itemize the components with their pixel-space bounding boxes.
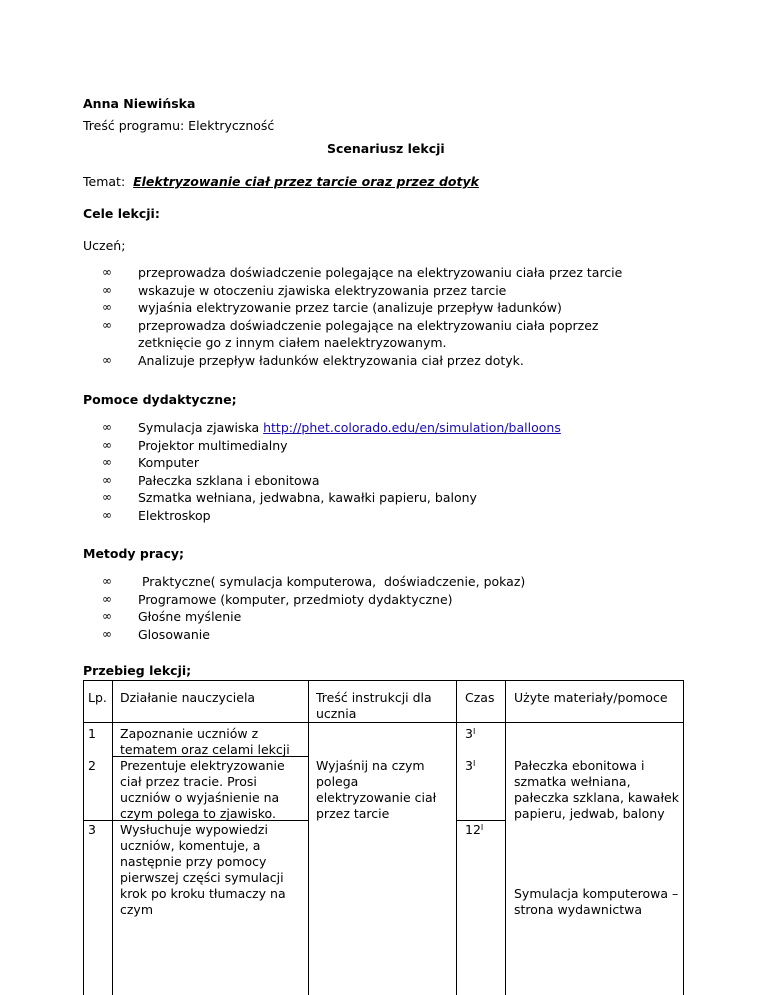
list-item: ∞ Pałeczka szklana i ebonitowa bbox=[102, 472, 682, 490]
list-item: ∞ Szmatka wełniana, jedwabna, kawałki papieru, balony bbox=[102, 489, 682, 507]
list-item: ∞ Głośne myślenie bbox=[102, 608, 682, 626]
goals-heading: Cele lekcji: bbox=[83, 206, 160, 221]
table-divider bbox=[456, 820, 505, 821]
table-divider bbox=[505, 681, 506, 995]
methods-heading: Metody pracy; bbox=[83, 546, 185, 561]
header-time: Czas bbox=[465, 690, 495, 705]
list-item: ∞ Glosowanie bbox=[102, 626, 682, 644]
aids-list bbox=[102, 419, 682, 524]
methods-list bbox=[102, 573, 682, 643]
list-item: ∞ Projektor multimedialny bbox=[102, 437, 682, 455]
table-row-time: $12^I$ bbox=[465, 822, 484, 837]
topic-text: Elektryzowanie ciał przez tarcie oraz przez dotyk bbox=[133, 174, 479, 189]
table-row-instruction: Wyjaśnij na czym polega elektryzowanie ciał przez tarcie bbox=[316, 758, 437, 821]
table-row-teacher: Zapoznanie uczniów z tematem oraz celami lekcji bbox=[120, 726, 290, 757]
document-title: Scenariusz lekcji bbox=[327, 141, 445, 156]
author-name: Anna Niewińska bbox=[83, 96, 196, 111]
topic-line bbox=[83, 173, 479, 190]
program-content: Treść programu: Elektryczność bbox=[83, 118, 275, 133]
table-row-lp: 3 bbox=[88, 822, 96, 837]
table-row-time: $3^I$ bbox=[465, 726, 476, 741]
list-item: ∞ Analizuje przepływ ładunków elektryzowania ciał przez dotyk. bbox=[102, 352, 682, 370]
aids-heading: Pomoce dydaktyczne; bbox=[83, 392, 237, 407]
table-divider bbox=[683, 681, 684, 995]
table-row-teacher: Prezentuje elektryzowanie ciał przez tracie. Prosi uczniów o wyjaśnienie na czym polega to zjawisko. bbox=[120, 758, 285, 821]
list-item: ∞ przeprowadza doświadczenie polegające na elektryzowaniu ciała przez tarcie bbox=[102, 264, 682, 282]
header-materials: Użyte materiały/pomoce bbox=[514, 690, 668, 705]
table-divider bbox=[308, 681, 309, 995]
table-divider bbox=[84, 722, 684, 723]
list-item: ∞ Praktyczne( symulacja komputerowa, doświadczenie, pokaz) bbox=[102, 573, 682, 591]
list-item: ∞ Komputer bbox=[102, 454, 682, 472]
header-lp: Lp. bbox=[88, 690, 107, 705]
simulation-label: Symulacja zjawiska bbox=[138, 420, 264, 435]
table-divider bbox=[456, 681, 457, 995]
table-row-materials: Pałeczka ebonitowa i szmatka wełniana, pałeczka szklana, kawałek papieru, jedwab, balony bbox=[514, 758, 679, 821]
table-row-time: $3^I$ bbox=[465, 758, 476, 773]
lesson-table bbox=[83, 680, 684, 995]
header-instruction: Treść instrukcji dla ucznia bbox=[316, 690, 432, 721]
list-item bbox=[102, 419, 682, 437]
header-teacher: Działanie nauczyciela bbox=[120, 690, 256, 705]
list-item: ∞ Elektroskop bbox=[102, 507, 682, 525]
goals-list bbox=[102, 264, 682, 369]
list-item: ∞ przeprowadza doświadczenie polegające na elektryzowaniu ciała poprzez zetknięcie go z innym ciałem naelektryzowanym. bbox=[102, 317, 658, 352]
student-label: Uczeń; bbox=[83, 238, 126, 253]
table-row-lp: 1 bbox=[88, 726, 96, 741]
list-item: ∞ wyjaśnia elektryzowanie przez tarcie (analizuje przepływ ładunków) bbox=[102, 299, 682, 317]
topic-label: Temat: bbox=[83, 174, 126, 189]
table-row-lp: 2 bbox=[88, 758, 96, 773]
list-item: ∞ Programowe (komputer, przedmioty dydaktyczne) bbox=[102, 591, 682, 609]
table-row-materials: Symulacja komputerowa – strona wydawnictwa bbox=[514, 886, 679, 917]
course-heading: Przebieg lekcji; bbox=[83, 663, 192, 678]
table-divider bbox=[112, 681, 113, 995]
table-row-teacher: Wysłuchuje wypowiedzi uczniów, komentuje, a następnie przy pomocy pierwszej części symulacji krok po kroku tłumaczy na czym bbox=[120, 822, 286, 917]
list-item: ∞ wskazuje w otoczeniu zjawiska elektryzowania przez tarcie bbox=[102, 282, 682, 300]
simulation-link[interactable]: http://phet.colorado.edu/en/simulation/balloons bbox=[263, 420, 561, 435]
